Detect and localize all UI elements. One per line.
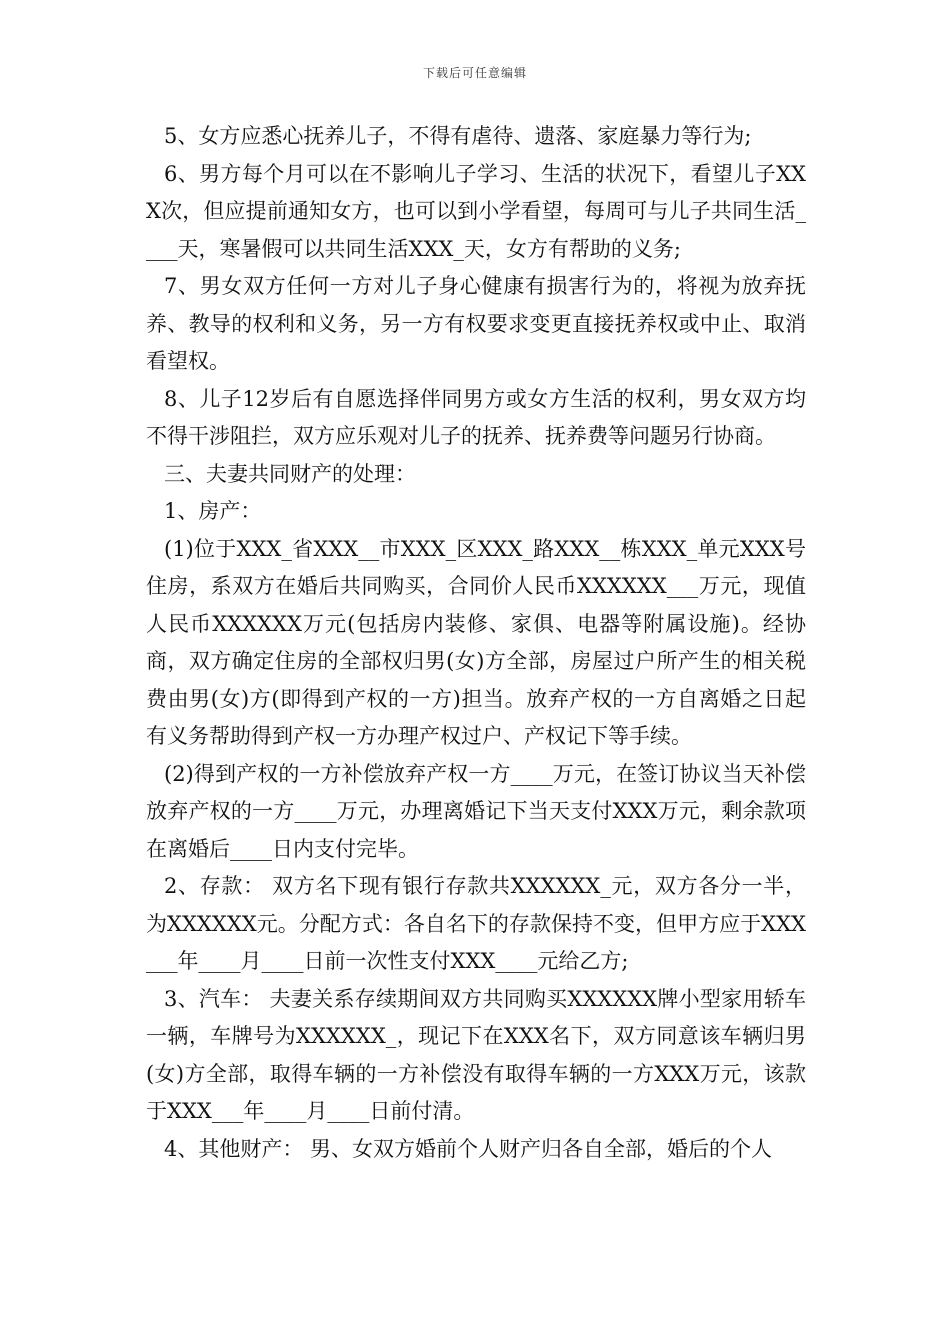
deposit-clause: 2、存款： 双方名下现有银行存款共XXXXXX_元，双方各分一半，为XXXXXX元。分配方式：各自名下的存款保持不变，但甲方应于XXX___年____月____日前一次性支付XXX____元给乙方; bbox=[146, 874, 806, 973]
subsection-housing: 1、房产： bbox=[164, 499, 262, 523]
paragraph-8: 8、儿子12岁后有自愿选择伴同男方或女方生活的权利，男女双方均不得干涉阻拦，双方应乐观对儿子的抚养、抚养费等问题另行协商。 bbox=[146, 386, 806, 448]
paragraph-6: 6、男方每个月可以在不影响儿子学习、生活的状况下，看望儿子XXX次，但应提前通知女方，也可以到小学看望，每周可与儿子共同生活____天，寒暑假可以共同生活XXX_天，女方有帮助的义务; bbox=[146, 161, 806, 261]
other-property-clause: 4、其他财产： 男、女双方婚前个人财产归各自全部，婚后的个人 bbox=[164, 1136, 773, 1161]
document-body bbox=[146, 118, 806, 1168]
car-clause: 3、汽车： 夫妻关系存续期间双方共同购买XXXXXX牌小型家用轿车一辆，车牌号为XXXXXX_，现记下在XXX名下，双方同意该车辆归男(女)方全部，取得车辆的一方补偿没有取得车辆的一方XXX万元，该款于XXX___年____月____日前付清。 bbox=[146, 986, 806, 1123]
housing-clause-1: (1)位于XXX_省XXX__市XXX_区XXX_路XXX__栋XXX_单元XXX号住房，系双方在婚后共同购买，合同价人民币XXXXXX___万元，现值人民币XXXXXX万元(包括房内装修、家俱、电器等附属设施)。经协商，双方确定住房的全部权归男(女)方全部，房屋过户所产生的相关税费由男(女)方(即得到产权的一方)担当。放弃产权的一方自离婚之日起有义务帮助得到产权一方办理产权过户、产权记下等手续。 bbox=[146, 536, 806, 748]
paragraph-5: 5、女方应悉心抚养儿子，不得有虐待、遗落、家庭暴力等行为; bbox=[164, 124, 752, 148]
paragraph-7: 7、男女双方任何一方对儿子身心健康有损害行为的，将视为放弃抚养、教导的权利和义务，另一方有权要求变更直接抚养权或中止、取消看望权。 bbox=[146, 274, 806, 373]
page-header: 下载后可任意编辑 bbox=[422, 66, 527, 80]
housing-clause-2: (2)得到产权的一方补偿放弃产权一方____万元，在签订协议当天补偿放弃产权的一方____万元，办理离婚记下当天支付XXX万元，剩余款项在离婚后____日内支付完毕。 bbox=[146, 761, 806, 861]
section-heading-3: 三、夫妻共同财产的处理： bbox=[164, 461, 416, 486]
